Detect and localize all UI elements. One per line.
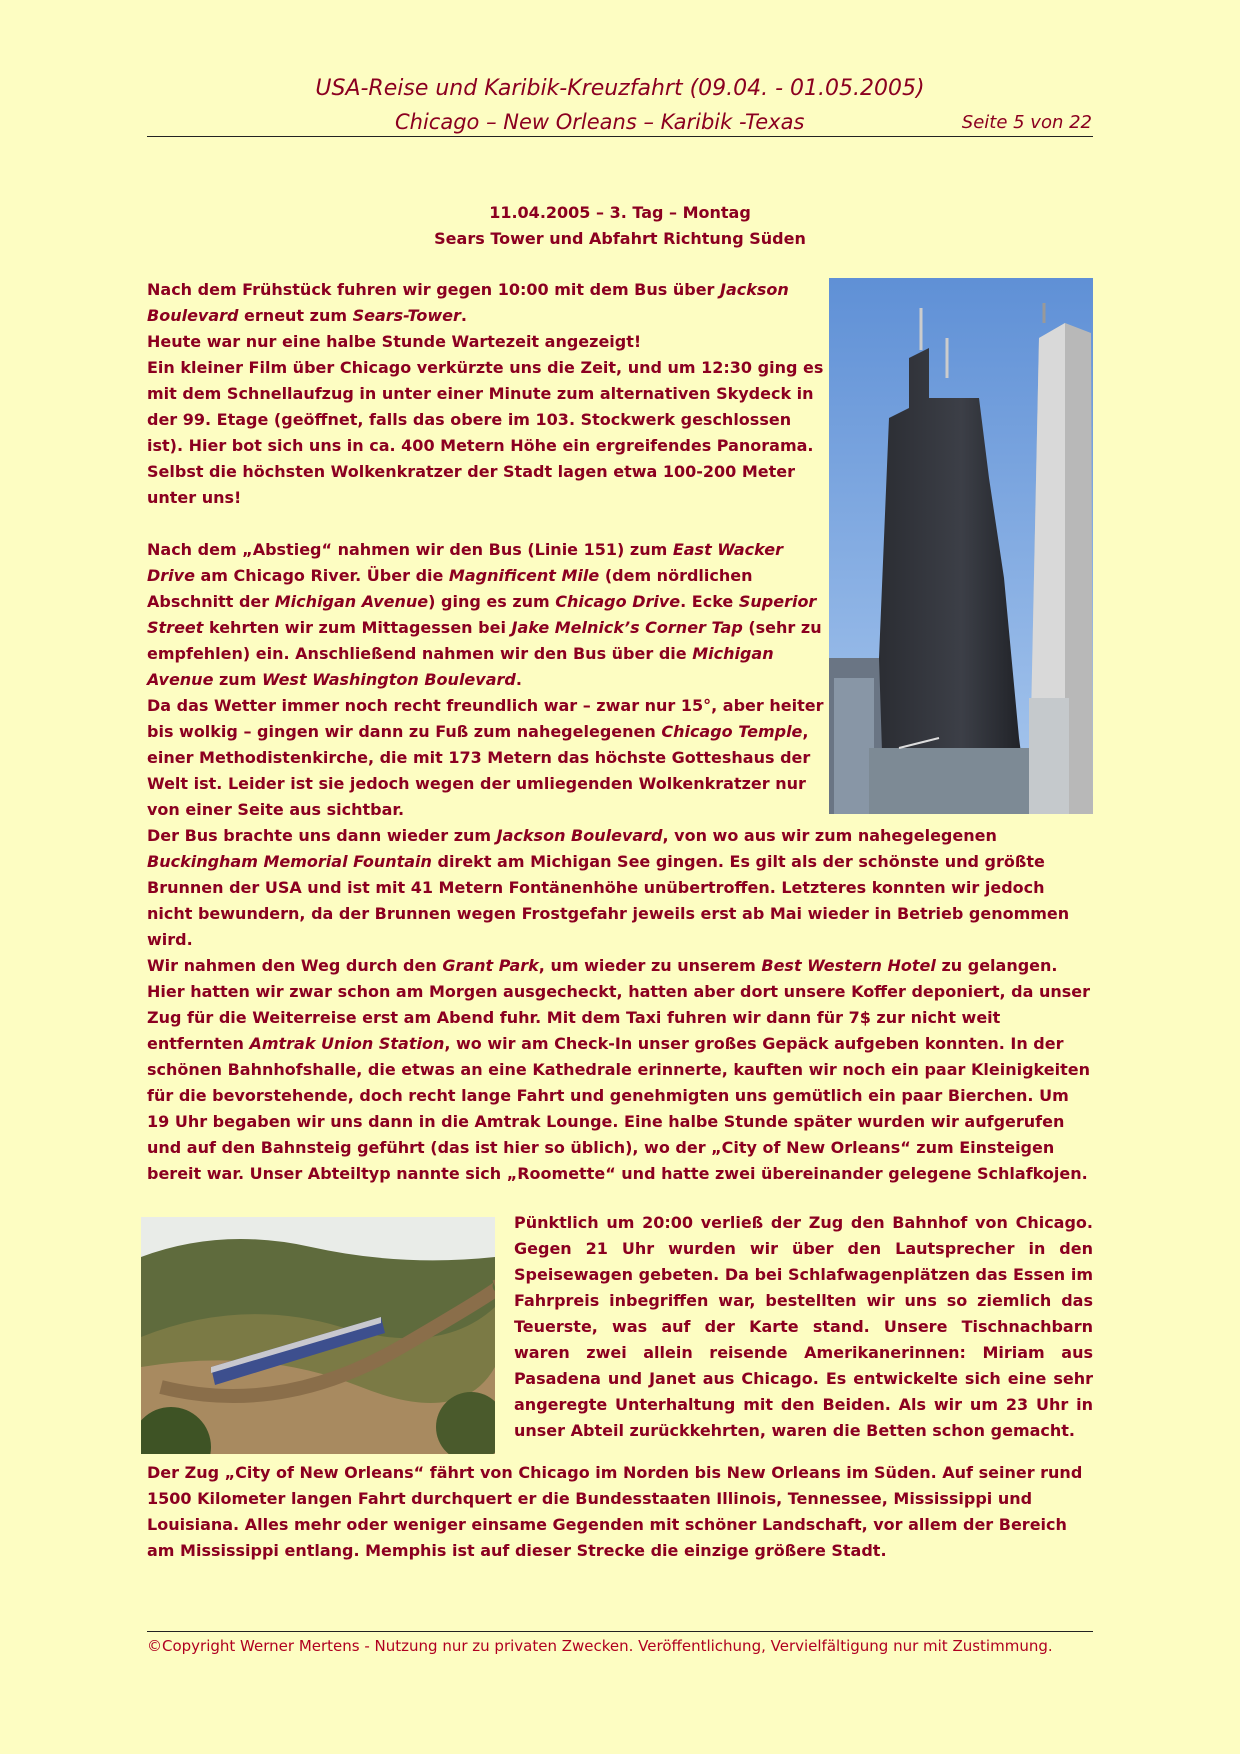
- paragraph-route-info: Der Zug „City of New Orleans“ fährt von Chicago im Norden bis New Orleans im Süden. Auf seiner rund 1500 Kilometer langen Fahrt durchquert er die Bundesstaaten Illinois, Tennessee, Mississippi und Louisiana. Alles mehr oder weniger einsame Gegenden mit schöner Landschaft, vor allem der Bereich am Mississippi entlang. Memphis ist auf dieser Strecke die einzige größere Stadt.: [147, 1463, 1083, 1560]
- page-number: Seite 5 von 22: [961, 112, 1092, 133]
- paragraph-afternoon: Nach dem „Abstieg“ nahmen wir den Bus (Linie 151) zum East Wacker Drive am Chicago River. Über die Magnificent Mile (dem nördlichen Abschnitt der Michigan Avenue) ging es zum Chicago Drive. Ecke Superior Street kehrten wir zum Mittagessen bei Jake Melnick’s Corner Tap (sehr zu empfehlen) ein. Anschließend nahmen wir den Bus über die Michigan Avenue zum West Washington Boulevard. Da das Wetter immer noch recht freundlich war – zwar nur 15°, aber heiter bis wolkig – gingen wir dann zu Fuß zum nahegelegenen Chicago Temple, einer Methodistenkirche, die mit 173 Metern das höchste Gotteshaus der Welt ist. Leider ist sie jedoch wegen der umliegenden Wolkenkratzer nur von einer Seite aus sichtbar.: [147, 540, 824, 819]
- train-landscape-photo: [141, 1217, 495, 1454]
- copyright-footer: ©Copyright Werner Mertens - Nutzung nur zu privaten Zwecken. Veröffentlichung, Vervielfältigung nur mit Zustimmung.: [147, 1637, 1053, 1655]
- header-rule: [147, 136, 1093, 137]
- sears-tower-photo: [829, 278, 1093, 814]
- paragraph-evening-train: Pünktlich um 20:00 verließ der Zug den Bahnhof von Chicago. Gegen 21 Uhr wurden wir über den Lautsprecher in den Speisewagen gebeten. Da bei Schlafwagenplätzen das Essen im Fahrpreis inbegriffen war, bestellten wir uns so ziemlich das Teuerste, was auf der Karte stand. Unsere Tischnachbarn waren zwei allein reisende Amerikanerinnen: Miriam aus Pasadena und Janet aus Chicago. Es entwickelte sich eine sehr angeregte Unterhaltung mit den Beiden. Als wir um 23 Uhr in unser Abteil zurückkehrten, waren die Betten schon gemacht.: [514, 1213, 1093, 1440]
- day-subtitle: Sears Tower und Abfahrt Richtung Süden: [434, 229, 806, 248]
- footer-rule: [147, 1631, 1093, 1632]
- document-title: USA-Reise und Karibik-Kreuzfahrt (09.04. - 01.05.2005): [315, 76, 925, 101]
- route-subtitle: Chicago – New Orleans – Karibik -Texas: [395, 110, 805, 134]
- paragraph-skydeck: Nach dem Frühstück fuhren wir gegen 10:00 mit dem Bus über Jackson Boulevard erneut zum Sears-Tower. Heute war nur eine halbe Stunde Wartezeit angezeigt! Ein kleiner Film über Chicago verkürzte uns die Zeit, und um 12:30 ging es mit dem Schnellaufzug in unter einer Minute zum alternativen Skydeck in der 99. Etage (geöffnet, falls das obere im 103. Stockwerk geschlossen ist). Hier bot sich uns in ca. 400 Metern Höhe ein ergreifendes Panorama. Selbst die höchsten Wolkenkratzer der Stadt lagen etwa 100-200 Meter unter uns!: [147, 280, 824, 507]
- day-heading: [0, 200, 1240, 252]
- paragraph-fountain-hotel: Der Bus brachte uns dann wieder zum Jackson Boulevard, von wo aus wir zum nahegelegenen Buckingham Memorial Fountain direkt am Michigan See gingen. Es gilt als der schönste und größte Brunnen der USA und ist mit 41 Metern Fontänenhöhe unübertroffen. Letzteres konnten wir jedoch nicht bewundern, da der Brunnen wegen Frostgefahr jeweils erst ab Mai wieder in Betrieb genommen wird. Wir nahmen den Weg durch den Grant Park, um wieder zu unserem Best Western Hotel zu gelangen. Hier hatten wir zwar schon am Morgen ausgecheckt, hatten aber dort unsere Koffer deponiert, da unser Zug für die Weiterreise erst am Abend fuhr. Mit dem Taxi fuhren wir dann für 7$ zur nicht weit entfernten Amtrak Union Station, wo wir am Check-In unser großes Gepäck aufgeben konnten. In der schönen Bahnhofshalle, die etwas an eine Kathedrale erinnerte, kauften wir noch ein paar Kleinigkeiten für die bevorstehende, doch recht lange Fahrt und genehmigten uns gemütlich ein paar Bierchen. Um 19 Uhr begaben wir uns dann in die Amtrak Lounge. Eine halbe Stunde später wurden wir aufgerufen und auf den Bahnsteig geführt (das ist hier so üblich), wo der „City of New Orleans“ zum Einsteigen bereit war. Unser Abteiltyp nannte sich „Roomette“ und hatte zwei übereinander gelegene Schlafkojen.: [147, 826, 1090, 1183]
- day-date-line: 11.04.2005 – 3. Tag – Montag: [489, 203, 751, 222]
